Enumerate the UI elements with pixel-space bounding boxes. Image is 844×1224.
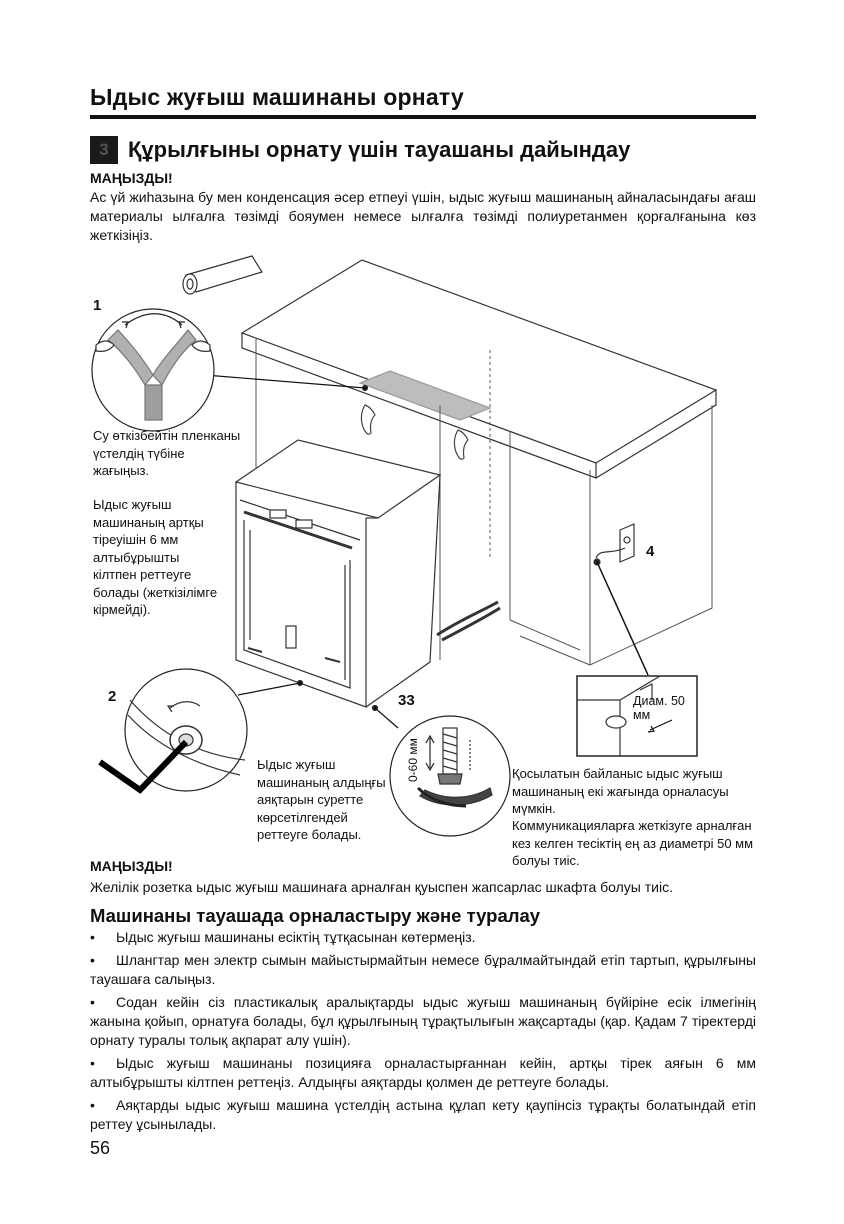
list-item: • Ыдыс жуғыш машинаны есіктің тұтқасынан көтермеңіз.	[90, 929, 476, 945]
placement-list	[90, 928, 756, 1138]
hose	[437, 602, 498, 635]
film-roll-icon	[183, 256, 262, 294]
section-title: Құрылғыны орнату үшін тауашаны дайындау	[128, 137, 631, 162]
callout-2: 2	[108, 688, 117, 705]
page-number: 56	[90, 1138, 111, 1158]
caption-film: Су өткізбейтін пленканы үстелдің түбіне жағыңыз.	[93, 428, 241, 478]
important-label: МАҢЫЗДЫ!	[90, 170, 173, 186]
detail-circle-foot	[100, 669, 247, 791]
dim-hole-label: Диам. 50 мм	[633, 694, 685, 722]
caption-communications: Коммуникацияларға жеткізуге арналған кез келген тесіктің ең аз диаметрі 50 мм болуы тиіс.	[512, 818, 754, 868]
notice-text: Желілік розетка ыдыс жуғыш машинаға арналған қуыспен жапсарлас шкафта болуы тиіс.	[90, 879, 673, 895]
list-item: • Шлангтар мен электр сымын майыстырмайтын немесе бұралмайтындай етіп тартып, құрылғыны тауашаға салыңыз.	[90, 952, 756, 987]
intro-paragraph: Ас үй жиһазына бу мен конденсация әсер етпеуі үшін, ыдыс жуғыш машинаның айналасындағы ағаш материалы ылғалға төзімді бояумен немесе ылғалға төзімді полиуретанмен қорғалғанына көз жеткізіңіз.	[90, 189, 756, 243]
power-socket-icon	[596, 524, 634, 562]
caption-rear-support: Ыдыс жуғыш машинаның артқы тіреуішін 6 мм алтыбұрышты кілтпен реттеуге болады (жеткізілімге кірмейді).	[93, 497, 218, 617]
caption-connection: Қосылатын байланыс ыдыс жуғыш машинаның екі жағында орналасуы мүмкін.	[512, 766, 729, 816]
caption-front-feet: Ыдыс жуғыш машинаның алдыңғы аяқтарын суретте көрсетілгендей реттеуге болады.	[257, 757, 386, 842]
page-title: Ыдыс жуғыш машинаны орнату	[90, 84, 464, 110]
list-item: • Ыдыс жуғыш машинаны позицияға орналастырғаннан кейін, артқы тірек аяғын 6 мм алтыбұрышты кілтпен реттеңіз. Алдыңғы аяқтарды қолмен де реттеуге болады.	[90, 1055, 756, 1090]
dishwasher-outline	[236, 440, 440, 707]
detail-circle-film	[92, 309, 214, 431]
callout-33: 33	[398, 692, 415, 709]
dim-range-label: 0-60 мм	[406, 738, 420, 782]
callout-4: 4	[646, 543, 655, 560]
list-item: • Содан кейін сіз пластикалық аралықтарды ыдыс жуғыш машинаның бүйіріне есік ілмегінің жанына қойып, орнатуға болады, бұл құрылғының тұрақтылығын жақсартады (қар. Қадам 7 тіректерді орнату туралы толық ақпарат алу үшін).	[90, 994, 756, 1048]
step-number-badge: 3	[90, 136, 118, 164]
placement-title: Машинаны тауашада орналастыру және туралау	[90, 905, 541, 926]
notice-label: МАҢЫЗДЫ!	[90, 858, 173, 874]
callout-1: 1	[93, 297, 102, 314]
list-item: • Аяқтарды ыдыс жуғыш машина үстелдің астына құлап кету қаупінсіз тұрақты болатындай етіп реттеу ұсынылады.	[90, 1097, 756, 1132]
